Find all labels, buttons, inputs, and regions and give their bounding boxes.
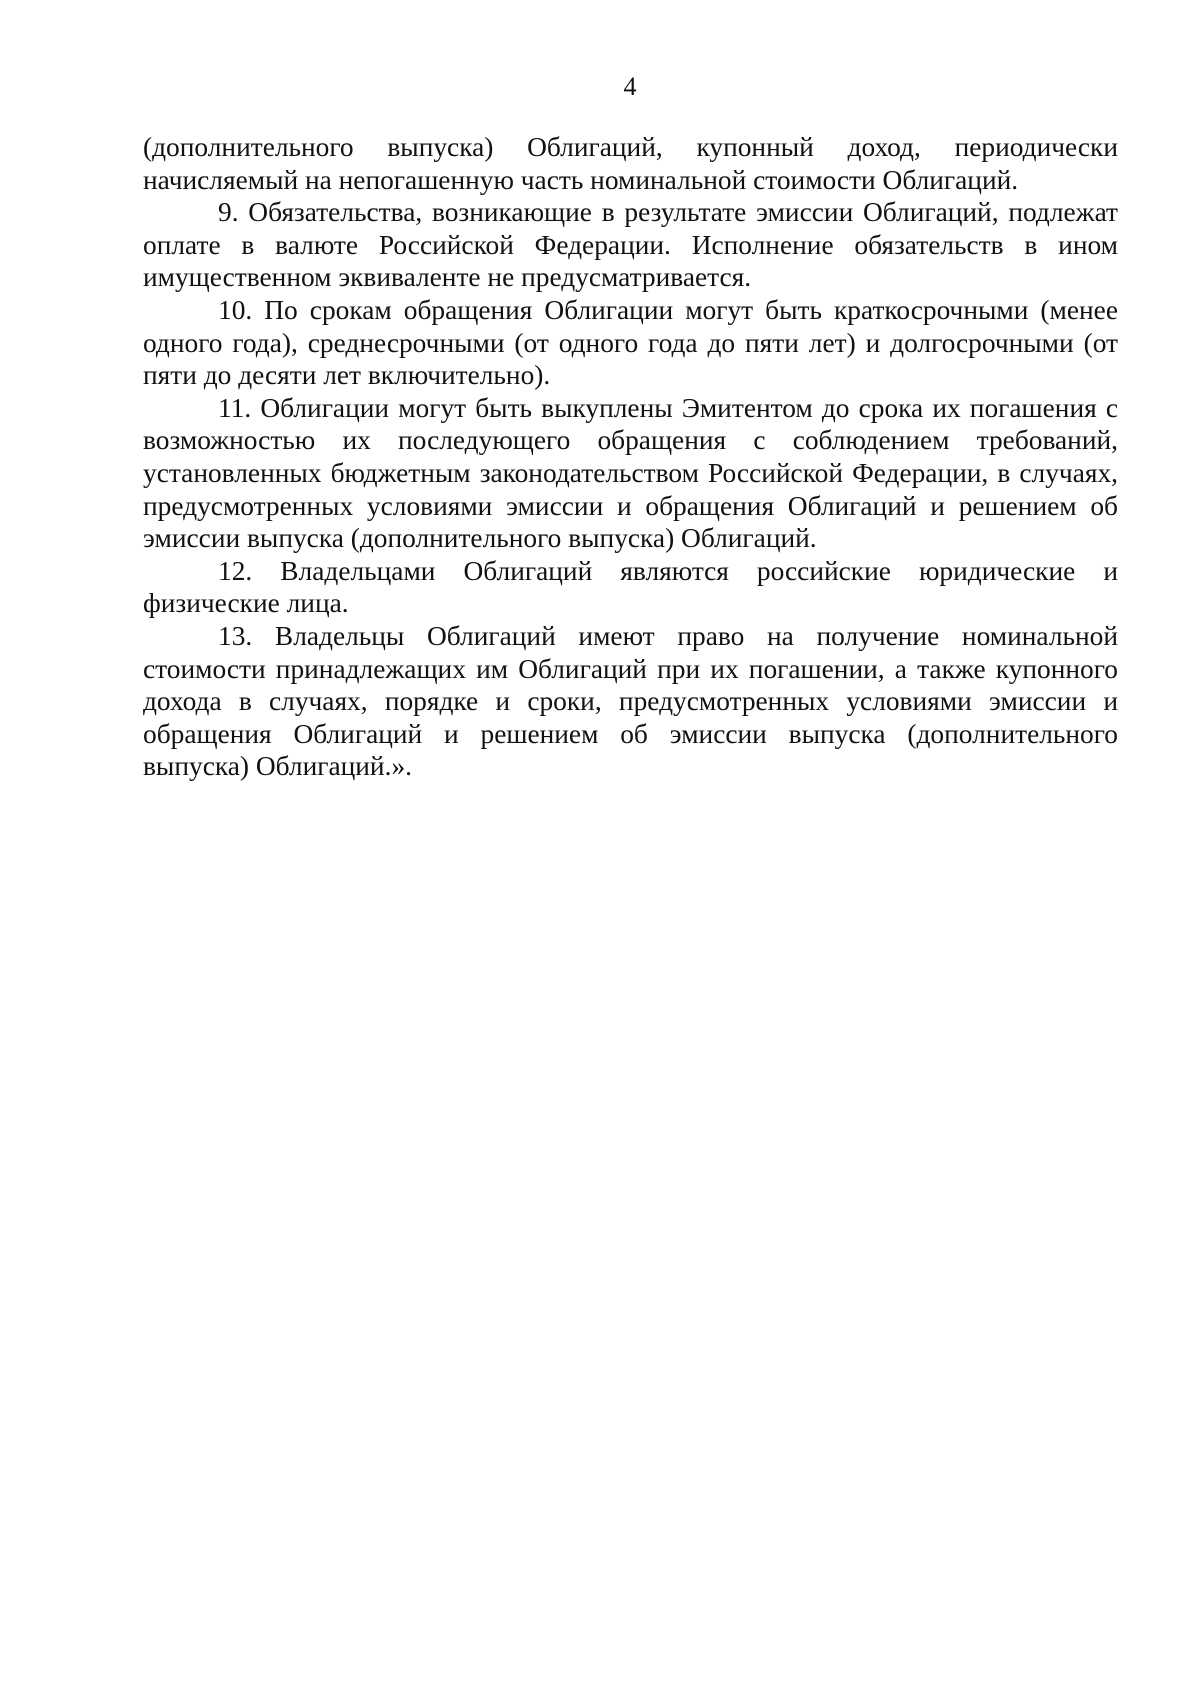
paragraph-item-11: 11. Облигации могут быть выкуплены Эмитентом до срока их погашения с возможностью их последующего обращения с соблюдением требований, установленных бюджетным законодательством Российской Федерации, в случаях, предусмотренных условиями эмиссии и обращения Облигаций и решением об эмиссии выпуска (дополнительного выпуска) Облигаций. (143, 392, 1118, 554)
page-number: 4 (623, 72, 637, 101)
paragraph-item-10: 10. По срокам обращения Облигации могут быть краткосрочными (менее одного года), среднесрочными (от одного года до пяти лет) и долгосрочными (от пяти до десяти лет включительно). (143, 294, 1118, 391)
document-body (143, 131, 1118, 783)
paragraph-item-12: 12. Владельцами Облигаций являются российские юридические и физические лица. (143, 555, 1118, 619)
paragraph-item-9: 9. Обязательства, возникающие в результате эмиссии Облигаций, подлежат оплате в валюте Российской Федерации. Исполнение обязательств в ином имущественном эквиваленте не предусматривается. (143, 197, 1118, 293)
paragraph-continuation: (дополнительного выпуска) Облигаций, купонный доход, периодически начисляемый на непогашенную часть номинальной стоимости Облигаций. (143, 132, 1118, 195)
paragraph-item-13: 13. Владельцы Облигаций имеют право на получение номинальной стоимости принадлежащих им Облигаций при их погашении, а также купонного дохода в случаях, порядке и сроки, предусмотренных условиями эмиссии и обращения Облигаций и решением об эмиссии выпуска (дополнительного выпуска) Облигаций.». (143, 620, 1118, 782)
